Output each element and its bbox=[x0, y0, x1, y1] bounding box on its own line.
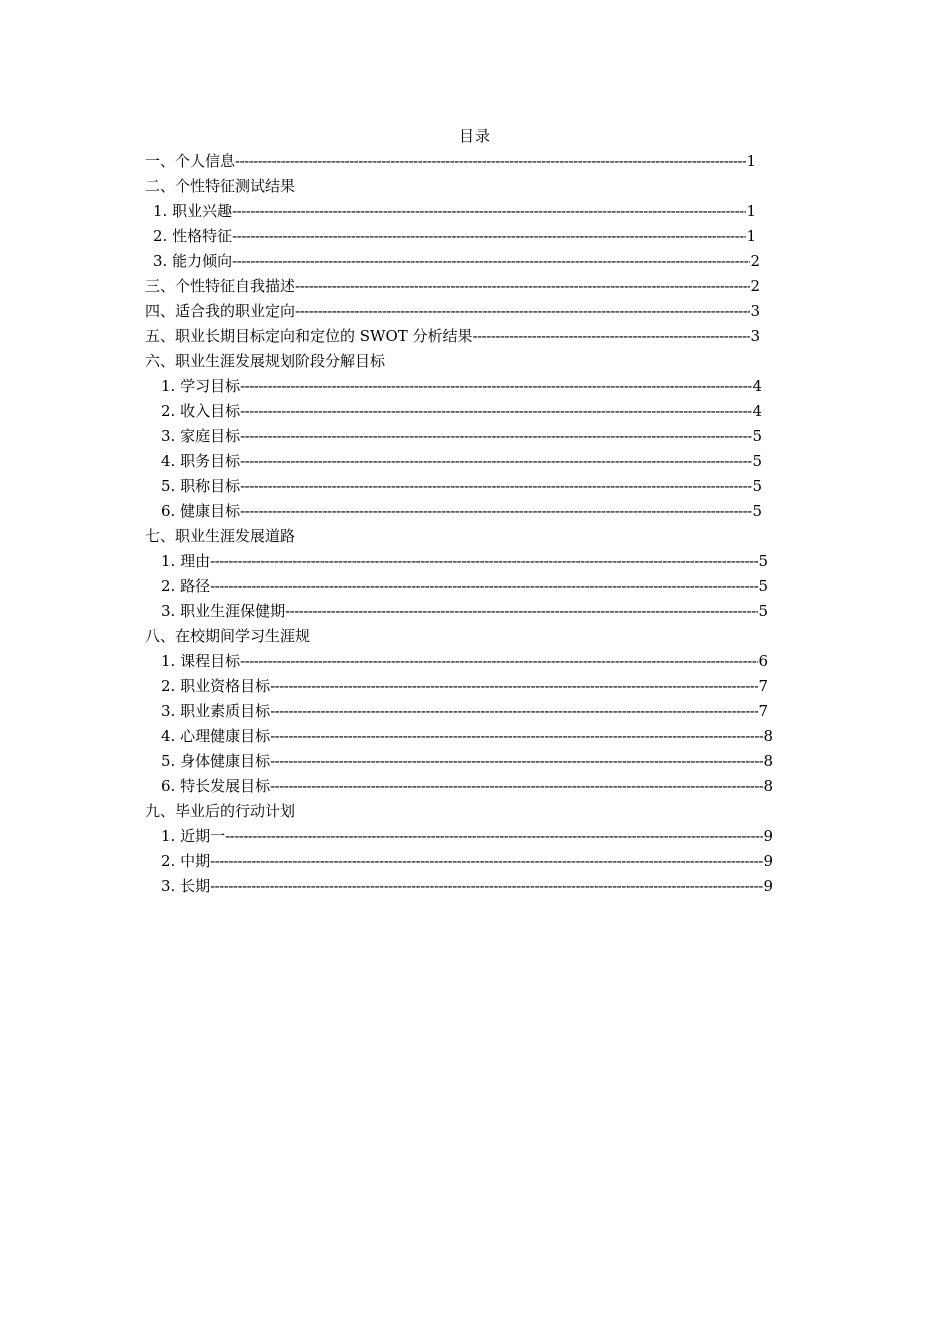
toc-leader bbox=[210, 550, 758, 572]
toc-section-heading[interactable] bbox=[145, 525, 295, 547]
toc-leader bbox=[240, 650, 758, 672]
toc-leader bbox=[210, 575, 758, 597]
toc-entry-label: 2. 职业资格目标 bbox=[161, 677, 271, 695]
toc-entry[interactable] bbox=[161, 750, 773, 772]
toc-entry-label: 八、在校期间学习生涯规 bbox=[145, 627, 311, 645]
toc-leader bbox=[235, 150, 746, 172]
toc-leader bbox=[270, 725, 763, 747]
toc-page-number: 3 bbox=[750, 327, 760, 345]
toc-entry[interactable] bbox=[161, 600, 768, 622]
toc-leader bbox=[210, 850, 763, 872]
toc-entry-label: 1. 职业兴趣 bbox=[153, 202, 233, 220]
toc-leader bbox=[240, 375, 752, 397]
toc-entry[interactable] bbox=[161, 575, 768, 597]
toc-entry[interactable] bbox=[161, 700, 768, 722]
toc-entry[interactable] bbox=[145, 275, 760, 297]
toc-entry[interactable] bbox=[153, 200, 756, 222]
toc-section-heading[interactable] bbox=[145, 175, 295, 197]
toc-entry[interactable] bbox=[145, 300, 760, 322]
toc-entry[interactable] bbox=[161, 850, 773, 872]
toc-leader bbox=[240, 450, 752, 472]
toc-page-number: 3 bbox=[750, 302, 760, 320]
toc-entry[interactable] bbox=[161, 775, 773, 797]
toc-entry[interactable] bbox=[161, 650, 768, 672]
toc-entry-label: 二、个性特征测试结果 bbox=[145, 177, 296, 195]
toc-entry-label: 5. 职称目标 bbox=[161, 477, 241, 495]
toc-entry-label: 九、毕业后的行动计划 bbox=[145, 802, 296, 820]
toc-leader bbox=[232, 225, 746, 247]
toc-entry[interactable] bbox=[161, 725, 773, 747]
toc-leader bbox=[240, 475, 752, 497]
toc-entry[interactable] bbox=[161, 550, 768, 572]
toc-page-number: 2 bbox=[750, 252, 760, 270]
toc-leader bbox=[225, 825, 763, 847]
toc-entry-label: 1. 学习目标 bbox=[161, 377, 241, 395]
toc-entry[interactable] bbox=[161, 475, 762, 497]
toc-leader bbox=[295, 275, 750, 297]
toc-leader bbox=[232, 200, 746, 222]
toc-page-number: 9 bbox=[763, 827, 773, 845]
toc-page-number: 6 bbox=[758, 652, 768, 670]
toc-entry-label: 四、适合我的职业定向 bbox=[145, 302, 296, 320]
toc-leader bbox=[473, 325, 751, 347]
toc-section-heading[interactable] bbox=[145, 800, 295, 822]
toc-entry-label: 一、个人信息 bbox=[145, 152, 236, 170]
toc-entry[interactable] bbox=[153, 225, 756, 247]
toc-leader bbox=[270, 700, 758, 722]
toc-entry-label: 五、职业长期目标定向和定位的 SWOT 分析结果 bbox=[145, 327, 473, 345]
toc-entry[interactable] bbox=[161, 500, 762, 522]
toc-page-number: 5 bbox=[758, 552, 768, 570]
toc-entry-label: 六、职业生涯发展规划阶段分解目标 bbox=[145, 352, 386, 370]
toc-entry[interactable] bbox=[161, 825, 773, 847]
toc-entry-label: 4. 心理健康目标 bbox=[161, 727, 271, 745]
toc-entry-label: 2. 性格特征 bbox=[153, 227, 233, 245]
toc-entry-label: 2. 收入目标 bbox=[161, 402, 241, 420]
toc-entry-label: 七、职业生涯发展道路 bbox=[145, 527, 296, 545]
toc-leader bbox=[270, 750, 763, 772]
toc-entry-label: 6. 健康目标 bbox=[161, 502, 241, 520]
toc-page-number: 5 bbox=[752, 452, 762, 470]
toc-page-number: 5 bbox=[758, 602, 768, 620]
toc-entry-label: 3. 家庭目标 bbox=[161, 427, 241, 445]
toc-page-number: 8 bbox=[763, 727, 773, 745]
toc-entry-label: 5. 身体健康目标 bbox=[161, 752, 271, 770]
toc-leader bbox=[270, 675, 758, 697]
toc-leader bbox=[270, 775, 763, 797]
toc-page-number: 1 bbox=[746, 202, 756, 220]
toc-entry-label: 3. 职业生涯保健期 bbox=[161, 602, 286, 620]
toc-page-number: 4 bbox=[752, 377, 762, 395]
toc-entry-label: 1. 理由 bbox=[161, 552, 211, 570]
toc-page-number: 8 bbox=[763, 777, 773, 795]
toc-entry-label: 3. 能力倾向 bbox=[153, 252, 233, 270]
toc-leader bbox=[240, 500, 752, 522]
toc-page-number: 5 bbox=[752, 502, 762, 520]
toc-title: 目录 bbox=[458, 127, 491, 145]
toc-entry-label: 4. 职务目标 bbox=[161, 452, 241, 470]
toc-page-number: 7 bbox=[758, 677, 768, 695]
toc-page-number: 2 bbox=[750, 277, 760, 295]
toc-entry-label: 三、个性特征自我描述 bbox=[145, 277, 296, 295]
toc-page-number: 1 bbox=[746, 227, 756, 245]
toc-entry[interactable] bbox=[161, 875, 773, 897]
toc-leader bbox=[240, 425, 752, 447]
toc-page-number: 8 bbox=[763, 752, 773, 770]
toc-leader bbox=[210, 875, 763, 897]
toc-page-number: 1 bbox=[746, 152, 756, 170]
toc-leader bbox=[285, 600, 758, 622]
toc-entry-label: 2. 中期 bbox=[161, 852, 211, 870]
toc-entry-label: 3. 职业素质目标 bbox=[161, 702, 271, 720]
toc-leader bbox=[232, 250, 750, 272]
toc-entry[interactable] bbox=[161, 400, 762, 422]
toc-page-number: 5 bbox=[758, 577, 768, 595]
toc-entry[interactable] bbox=[161, 450, 762, 472]
toc-entry-label: 1. 课程目标 bbox=[161, 652, 241, 670]
toc-page-number: 9 bbox=[763, 877, 773, 895]
toc-section-heading[interactable] bbox=[145, 625, 310, 647]
toc-page-number: 9 bbox=[763, 852, 773, 870]
toc-section-heading[interactable] bbox=[145, 350, 385, 372]
toc-page-number: 7 bbox=[758, 702, 768, 720]
toc-entry-label: 3. 长期 bbox=[161, 877, 211, 895]
toc-entry[interactable] bbox=[161, 375, 762, 397]
toc-leader bbox=[240, 400, 752, 422]
toc-leader bbox=[295, 300, 750, 322]
toc-entry[interactable] bbox=[161, 675, 768, 697]
toc-entry-label: 6. 特长发展目标 bbox=[161, 777, 271, 795]
toc-page-number: 4 bbox=[752, 402, 762, 420]
toc-entry-label: 1. 近期一 bbox=[161, 827, 226, 845]
toc-entry-label: 2. 路径 bbox=[161, 577, 211, 595]
toc-entry[interactable] bbox=[145, 325, 760, 347]
toc-entry[interactable] bbox=[161, 425, 762, 447]
toc-page-number: 5 bbox=[752, 427, 762, 445]
toc-page-number: 5 bbox=[752, 477, 762, 495]
toc-entry[interactable] bbox=[145, 150, 756, 172]
toc-entry[interactable] bbox=[153, 250, 760, 272]
